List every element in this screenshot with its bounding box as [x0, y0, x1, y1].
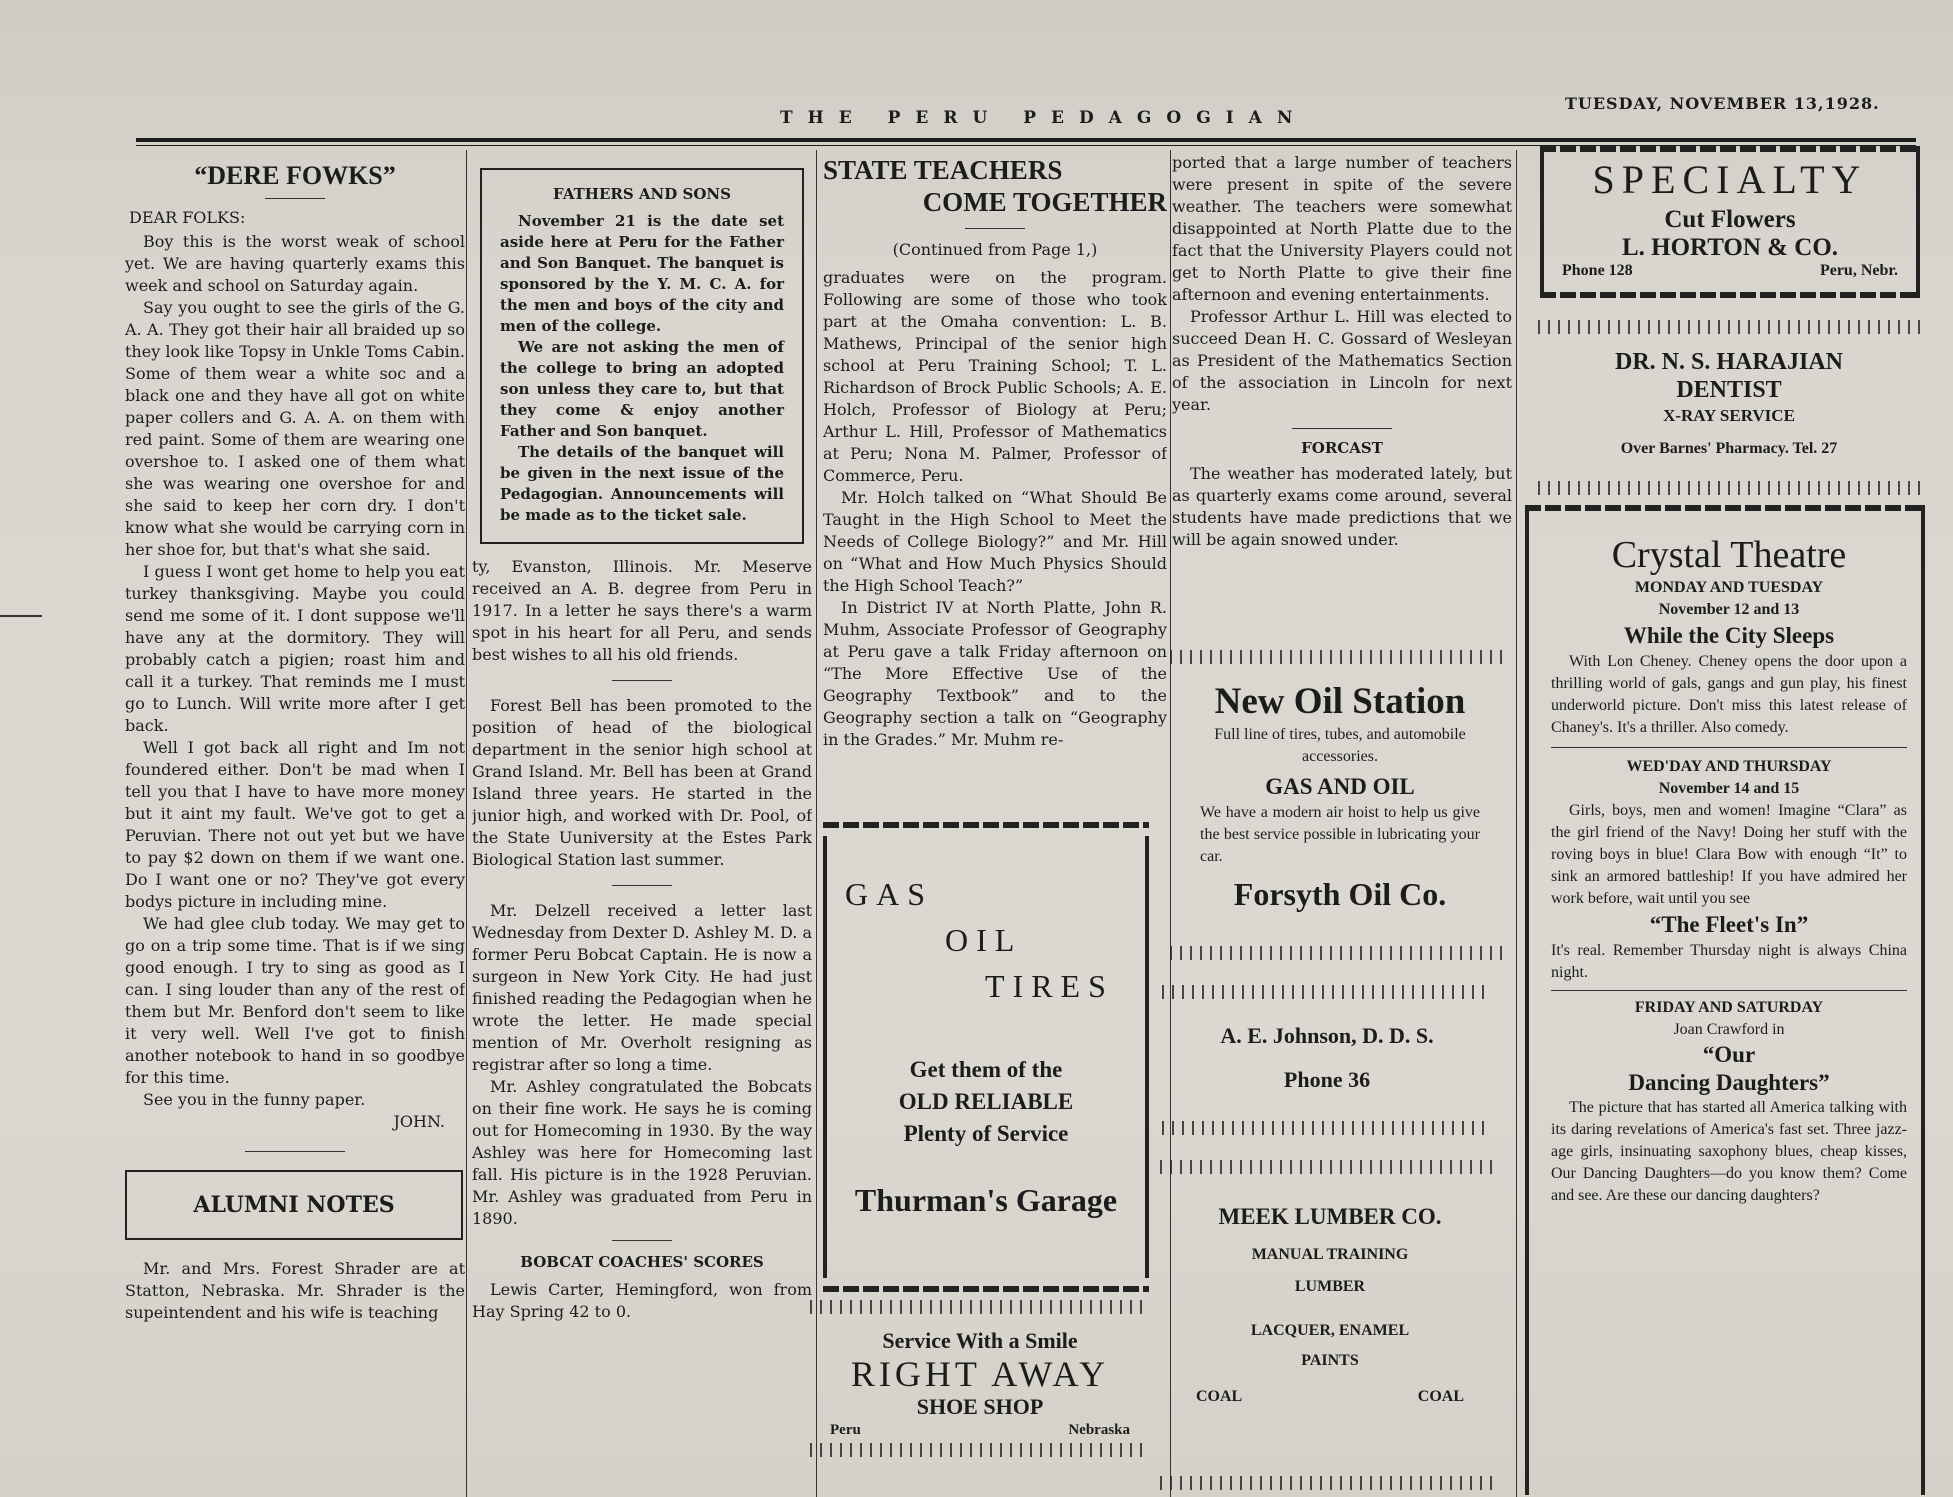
ad-dentist-harajian: [1538, 320, 1920, 495]
divider: [612, 1240, 672, 1241]
section-title: BOBCAT COACHES' SCORES: [520, 1253, 764, 1271]
column-rule: [816, 150, 817, 1497]
ad-johnson-dds: [1162, 985, 1492, 1135]
ad-right-away-shoe-shop: [810, 1300, 1150, 1490]
ad-border: [1540, 292, 1920, 298]
paragraph: The details of the banquet will be given in the next issue of the Pedagogian. Announcements will be made as to the ticket sale.: [500, 443, 784, 524]
paragraph: Mr. Holch talked on “What Should Be Taught in the High School to Meet the Needs of College Biology?” and Mr. Hill on “What and How Much Physics Should the High School Teach?”: [823, 488, 1167, 595]
ad-forsyth-oil: [1170, 650, 1510, 960]
ad-name: Forsyth Oil Co.: [1233, 876, 1447, 912]
ad-border: [1540, 146, 1920, 152]
signature: JOHN.: [393, 1112, 445, 1131]
ad-line: Service With a Smile: [882, 1328, 1078, 1353]
ad-line: Plenty of Service: [903, 1121, 1069, 1146]
paragraph: Say you ought to see the girls of the G. A. A. They got their hair all braided up so they look like Topsy in Unkle Toms Cabin. Some of them wear a white soc and a black one and they have all got on white paper collers and G. A. A. on them with red paint. Some of them are wearing one overshoe to. I asked one of them what she was wearing one overshoe for and she said to keep her corn dry. I don't know what she would be carrying corn in her shoe for, but that's what she said.: [125, 298, 465, 559]
paragraph: In District IV at North Platte, John R. Muhm, Associate Professor of Geography at Peru gave a talk Friday afternoon on “The More Effective Use of the Geography Textbook” and to the Geography section a talk on “Geography in the Grades.” Mr. Muhm re-: [823, 598, 1167, 749]
show-dates: November 12 and 13: [1658, 601, 1800, 618]
paragraph: Mr. Ashley congratulated the Bobcats on their fine work. He says he is coming out for Homecoming in 1930. By the way Ashley was here for Homecoming last fall. His picture is in the 1928 Peruvian. Mr. Ashley was graduated from Peru in 1890.: [472, 1077, 812, 1228]
ad-line: Full line of tires, tubes, and automobile accessories.: [1214, 726, 1466, 765]
film-description: The picture that has started all America talking with its daring revelations of America's fast set. Three jazz-age girls, insinuating saxophony blues, cheap kisses, Our Dancing Daughters—do you know them? Come and see. Are these our dancing daughters?: [1551, 1099, 1907, 1204]
divider: [965, 228, 1025, 229]
alumni-notes-box: [125, 1170, 463, 1240]
ad-name: Thurman's Garage: [854, 1182, 1118, 1218]
paragraph: See you in the funny paper.: [143, 1090, 366, 1109]
ad-line: OIL: [945, 922, 1023, 958]
ad-footer: [1160, 1370, 1500, 1406]
film-title: While the City Sleeps: [1623, 623, 1835, 648]
salutation: DEAR FOLKS:: [129, 208, 246, 227]
ad-border: [1162, 985, 1492, 999]
show-days: MONDAY AND TUESDAY: [1634, 579, 1824, 596]
paragraph: I guess I wont get home to help you eat turkey thanksgiving. Maybe you could send me some of it. I dont suppose we'll have any at the dormitory. They will probably catch a pigien; roast him and call it a turkey. That reminds me I must go to Lunch. Will write more after I get back.: [125, 562, 465, 735]
paragraph: November 21 is the date set aside here at Peru for the Father and Son Banquet. The banquet is sponsored by the Y. M. C. A. for the men and boys of the city and men of the college.: [500, 212, 784, 335]
ad-border: [823, 1286, 1149, 1292]
ad-thurmans-garage: [823, 822, 1149, 1292]
ad-border: [1170, 946, 1510, 960]
ad-specialty-horton: [1540, 146, 1920, 298]
ad-line: TIRES: [985, 968, 1114, 1004]
paragraph: ported that a large number of teachers were present in spite of the severe weather. The teachers were somewhat disappointed at North Platte due to the fact that the University Players could not get to North Platte to give their fine afternoon and evening entertainments.: [1172, 153, 1512, 304]
ad-line: Get them of the: [909, 1057, 1063, 1082]
ad-line: PAINTS: [1301, 1352, 1359, 1369]
article-title: “DERE FOWKS”: [194, 161, 396, 190]
divider: [1551, 747, 1907, 748]
column-rule: [1516, 150, 1517, 1497]
ad-town: Peru, Nebr.: [1819, 262, 1898, 279]
section-title: FORCAST: [1301, 439, 1383, 457]
masthead-date: TUESDAY, NOVEMBER 13,1928.: [1565, 94, 1880, 113]
ad-crystal-theatre: [1525, 505, 1925, 1495]
section-title: ALUMNI NOTES: [193, 1192, 395, 1218]
masthead-title: THE PERU PEDAGOGIAN: [780, 108, 1308, 128]
show-dates: November 14 and 15: [1658, 780, 1800, 797]
ad-border: [1538, 481, 1920, 495]
continued-note: (Continued from Page 1,): [892, 240, 1098, 259]
ad-border: [1540, 146, 1544, 298]
ad-town: Peru: [830, 1422, 861, 1438]
paragraph: Boy this is the worst weak of school yet. We are having quarterly exams this week and school on Saturday again.: [125, 232, 465, 295]
divider: [612, 885, 672, 886]
ad-border: [810, 1300, 1150, 1314]
ad-title: DENTIST: [1676, 377, 1782, 403]
divider: [265, 198, 325, 199]
ad-border: [1160, 1476, 1500, 1490]
ad-line: L. HORTON & CO.: [1621, 234, 1839, 261]
paragraph: Professor Arthur L. Hill was elected to succeed Dean H. C. Gossard of Wesleyan as President of the Mathematics Section of the association in Lincoln for next year.: [1172, 307, 1512, 414]
paragraph: graduates were on the program. Following are some of those who took part at the Omaha convention: L. B. Mathews, Principal of the senior high school at Peru Training School; T. L. Richardson of Brock Public Schools; A. E. Holch, Professor of Biology at Peru; Arthur L. Hill, Professor of Mathematics at Peru; Nona M. Palmer, Professor of Commerce, Peru.: [823, 268, 1167, 485]
theatre-name: Crystal Theatre: [1611, 534, 1847, 576]
film-description: With Lon Cheney. Cheney opens the door upon a thrilling world of gals, gangs and gun play, his finest underworld picture. Don't miss this latest release of Chaney's. It's a thriller. Also comedy.: [1551, 653, 1907, 736]
ad-item: COAL: [1417, 1388, 1464, 1405]
title-line: COME TOGETHER: [922, 187, 1167, 217]
ad-name: DR. N. S. HARAJIAN: [1614, 349, 1843, 375]
divider: [245, 1151, 345, 1152]
title-line: STATE TEACHERS: [823, 155, 1063, 185]
ad-line: Over Barnes' Pharmacy. Tel. 27: [1620, 440, 1838, 457]
film-description: Girls, boys, men and women! Imagine “Clara” as the girl friend of the Navy! Doing her stuff with the roving boys in blue! Clara Bow with enough “It” to sink an armored battleship! If you have admired her work before, wait until you see: [1551, 802, 1907, 907]
ad-border: [1170, 650, 1510, 664]
ad-line: We have a modern air hoist to help us give the best service possible in lubricating your car.: [1200, 804, 1480, 865]
article-title: [823, 154, 1167, 218]
ad-border: [1525, 505, 1529, 1495]
paragraph: Mr. Delzell received a letter last Wednesday from Dexter D. Ashley M. D. a former Peru Bobcat Captain. He is now a surgeon in New York City. He had just finished reading the Pedagogian when he wrote the letter. He made special mention of Mr. Overholt resigning as registrar after so long a time.: [472, 901, 812, 1074]
ad-border: [1525, 505, 1925, 511]
ad-border: [1921, 505, 1925, 1495]
ad-line: LACQUER, ENAMEL: [1250, 1322, 1410, 1339]
ad-state: Nebraska: [1068, 1422, 1130, 1438]
ad-footer: [810, 1420, 1150, 1441]
paragraph: Well I got back all right and Im not foundered either. Don't be mad when I tell you that I have to have more money but it aint my fault. We've got to get a Peruvian. There not out yet but we have to pay $2 down on them if we want one. Do I want one or no? They've got every bodys picture in including mine.: [125, 738, 465, 911]
paragraph: We had glee club today. We may get to go on a trip some time. That is if we sing good enough. I try to sing as good as I can. I sing louder than any of the rest of them but Mr. Benford don't seem to like it very well. Well I've got to finish another notebook to hand in so goodbye for this time.: [125, 914, 465, 1087]
ad-subtitle: X-RAY SERVICE: [1663, 406, 1795, 425]
ad-line: SHOE SHOP: [916, 1394, 1044, 1419]
ad-border: [1160, 1160, 1500, 1174]
show-days: FRIDAY AND SATURDAY: [1634, 999, 1824, 1016]
paragraph: Mr. and Mrs. Forest Shrader are at Statton, Nebraska. Mr. Shrader is the supeintendent and his wife is teaching: [125, 1259, 465, 1322]
paragraph: Lewis Carter, Hemingford, won from Hay Spring 42 to 0.: [472, 1280, 812, 1321]
ad-border: [1162, 1121, 1492, 1135]
ad-border: [1538, 320, 1920, 334]
column-fathers-sons: [472, 152, 812, 1497]
ad-meek-lumber: [1160, 1160, 1500, 1490]
ad-name: MEEK LUMBER CO.: [1218, 1204, 1442, 1229]
film-description: It's real. Remember Thursday night is always China night.: [1551, 942, 1907, 981]
ad-phone: Phone 36: [1283, 1067, 1371, 1092]
ad-line: Cut Flowers: [1664, 206, 1796, 233]
column-rule: [466, 150, 467, 1497]
ad-line: LUMBER: [1294, 1278, 1366, 1295]
divider: [1551, 990, 1907, 991]
column-dere-fowks: [125, 152, 465, 1497]
film-title: Dancing Daughters”: [1628, 1070, 1830, 1095]
show-days: WED'DAY AND THURSDAY: [1626, 758, 1832, 775]
ad-line: MANUAL TRAINING: [1251, 1246, 1409, 1263]
paragraph: Forest Bell has been promoted to the position of head of the biological department in the senior high school at Grand Island. Mr. Bell has been at Grand Island three years. He started in the junior high, and worked with Dr. Pool, of the State Uuniversity at the Estes Park Biological Station last summer.: [472, 696, 812, 869]
paragraph: We are not asking the men of the college to bring an adopted son unless they care to, but that they come & enjoy another Father and Son banquet.: [500, 338, 784, 440]
box-title: FATHERS AND SONS: [553, 185, 731, 203]
ad-border: [810, 1443, 1150, 1457]
ad-name: A. E. Johnson, D. D. S.: [1220, 1023, 1434, 1048]
paragraph: ty, Evanston, Illinois. Mr. Meserve received an A. B. degree from Peru in 1917. In a letter he says there's a warm spot in his heart for all Peru, and sends best wishes to all his old friends.: [472, 557, 812, 664]
film-title: “Our: [1702, 1042, 1756, 1067]
ad-text: [823, 1054, 1149, 1150]
ad-name: RIGHT AWAY: [850, 1354, 1110, 1394]
ad-phone: Phone 128: [1562, 262, 1633, 279]
ad-subtitle: GAS AND OIL: [1265, 774, 1415, 799]
ad-title: New Oil Station: [1214, 681, 1466, 722]
film-title: “The Fleet's In”: [1649, 912, 1809, 937]
margin-mark: [0, 615, 42, 617]
ad-line: GAS: [845, 876, 934, 912]
fathers-sons-box: [480, 168, 804, 544]
ad-line: OLD RELIABLE: [898, 1089, 1074, 1114]
film-star: Joan Crawford in: [1673, 1021, 1785, 1038]
ad-item: COAL: [1196, 1388, 1243, 1405]
divider: [612, 680, 672, 681]
masthead-rule: [136, 138, 1916, 142]
divider: [1292, 428, 1392, 429]
ad-footer: [1540, 262, 1920, 280]
paragraph: The weather has moderated lately, but as quarterly exams come around, several students have made predictions that we will be again snowed under.: [1172, 464, 1512, 549]
ad-border: [823, 822, 1149, 828]
ad-border: [1916, 146, 1920, 298]
ad-title: SPECIALTY: [1592, 157, 1868, 202]
